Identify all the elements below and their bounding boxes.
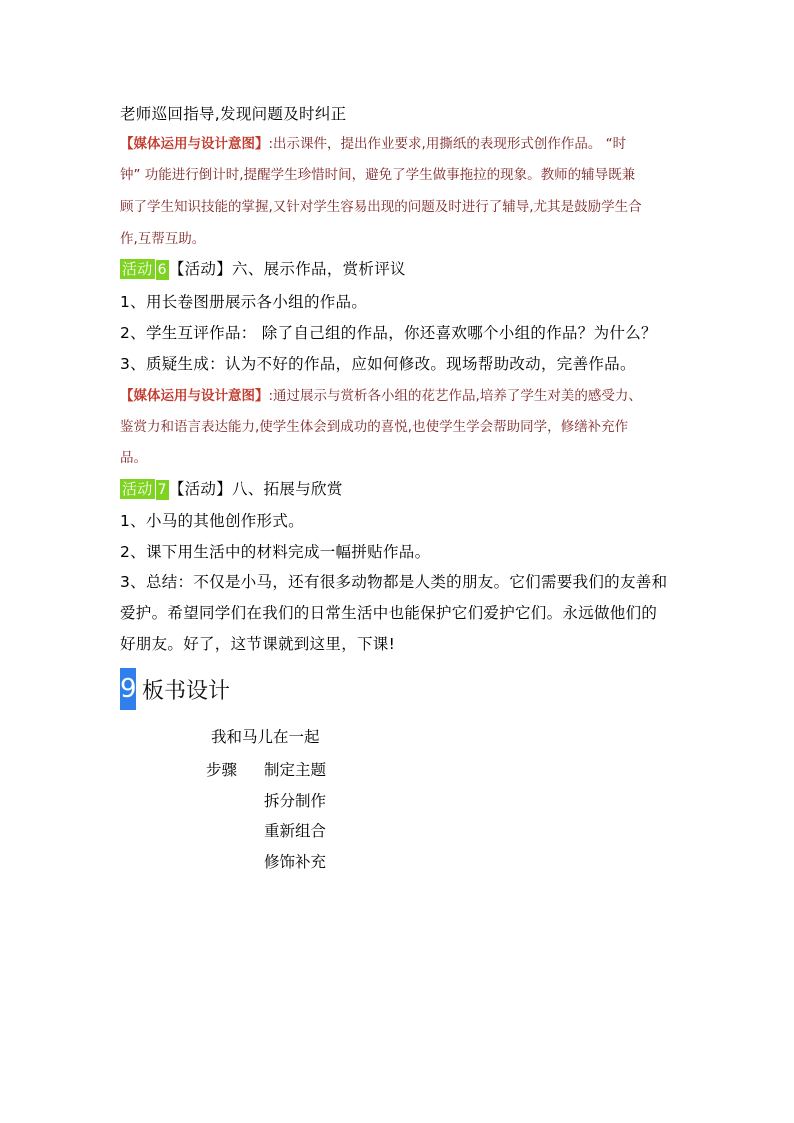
section-number: 9 <box>120 668 136 710</box>
activity-7-item-5: 好朋友。好了，这节课就到这里，下课! <box>120 635 396 653</box>
design-note-2-line-2: 鉴赏力和语言表达能力,使学生体会到成功的喜悦,也使学生学会帮助同学，修缮补充作 <box>120 419 629 435</box>
design-note-1-line-3: 顾了学生知识技能的掌握,又针对学生容易出现的问题及时进行了辅导,尤其是鼓励学生合 <box>120 199 642 215</box>
design-note-tag: 【媒体运用与设计意图】 <box>120 388 269 404</box>
board-step-2: 拆分制作 <box>264 792 327 810</box>
activity-6-item-3: 3、质疑生成：认为不好的作品，应如何修改。现场帮助改动，完善作品。 <box>120 355 636 373</box>
board-step-1: 制定主题 <box>264 761 327 779</box>
board-steps-label: 步骤 <box>206 761 238 779</box>
design-note-1-line-4: 作,互帮互助。 <box>120 231 206 247</box>
board-step-4: 修饰补充 <box>264 853 327 871</box>
board-step-3: 重新组合 <box>264 822 327 840</box>
activity-7-item-2: 2、课下用生活中的材料完成一幅拼贴作品。 <box>120 543 431 561</box>
section-9-heading <box>120 668 230 710</box>
teacher-guidance-line: 老师巡回指导,发现问题及时纠正 <box>120 105 347 123</box>
design-note-tag: 【媒体运用与设计意图】 <box>120 136 269 152</box>
design-note-1-line-2: 钟” 功能进行倒计时,提醒学生珍惜时间，避免了学生做事拖拉的现象。教师的辅导既兼 <box>120 167 636 183</box>
activity-badge: 活动 <box>122 480 153 498</box>
activity-7-heading: 活动 7 【活动】八、拓展与欣赏 <box>122 480 343 498</box>
design-note-2-line-3: 品。 <box>120 450 147 466</box>
activity-7-item-4: 爱护。希望同学们在我们的日常生活中也能保护它们爱护它们。永远做他们的 <box>120 604 658 622</box>
section-title: 板书设计 <box>142 678 231 704</box>
activity-7-item-3: 3、总结：不仅是小马，还有很多动物都是人类的朋友。它们需要我们的友善和 <box>120 573 668 591</box>
activity-number: 6 <box>157 262 167 278</box>
activity-6-item-1: 1、用长卷图册展示各小组的作品。 <box>120 293 368 311</box>
activity-7-item-1: 1、小马的其他创作形式。 <box>120 512 304 530</box>
design-note-2-line-1: 【媒体运用与设计意图】:通过展示与赏析各小组的花艺作品,培养了学生对美的感受力、 <box>120 388 642 404</box>
activity-6-item-2: 2、学生互评作品： 除了自己组的作品，你还喜欢哪个小组的作品？为什么？ <box>120 324 657 342</box>
activity-badge: 活动 <box>122 260 153 278</box>
activity-6-heading: 活动 6 【活动】六、展示作品，赏析评议 <box>122 260 406 278</box>
activity-number: 7 <box>157 482 167 498</box>
board-title: 我和马儿在一起 <box>211 728 320 746</box>
design-note-1-line-1: 【媒体运用与设计意图】:出示课件，提出作业要求,用撕纸的表现形式创作作品。 “时 <box>120 136 627 152</box>
